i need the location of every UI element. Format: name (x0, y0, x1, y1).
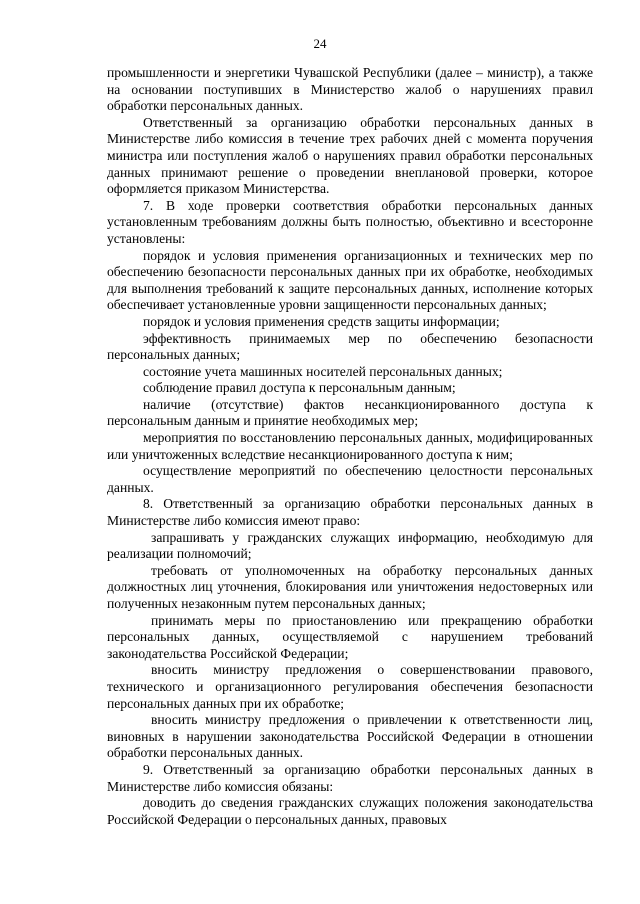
paragraph-17: вносить министру предложения о привлечении к ответственности лиц, виновных в нарушении законодательства Российской Федерации в отношении обработки персональных данных. (107, 712, 593, 761)
paragraph-2: Ответственный за организацию обработки персональных данных в Министерстве либо комиссия в течение трех рабочих дней с момента поручения министра или поступления жалоб о нарушениях правил обработки персональных данных принимают решение о проведении внеплановой проверки, которое оформляется приказом Министерства. (107, 114, 593, 197)
paragraph-9: наличие (отсутствие) фактов несанкционированного доступа к персональным данным и принятие необходимых мер; (107, 396, 593, 429)
paragraph-10: мероприятия по восстановлению персональных данных, модифицированных или уничтоженных вследствие несанкционированного доступа к ним; (107, 430, 593, 462)
paragraph-4: порядок и условия применения организационных и технических мер по обеспечению безопасности персональных данных при их обработке, необходимых для выполнения требований к защите персональных данных, исполнение которых обеспечивает установленные уровни защищенности персональных данных; (107, 247, 593, 313)
body-text (107, 65, 593, 828)
paragraph-8: соблюдение правил доступа к персональным данным; (143, 380, 456, 396)
paragraph-18: 9. Ответственный за организацию обработки персональных данных в Министерстве либо комиссия обязаны: (107, 761, 593, 794)
paragraph-7: состояние учета машинных носителей персональных данных; (143, 363, 503, 379)
paragraph-12: 8. Ответственный за организацию обработки персональных данных в Министерстве либо комиссия имеют право: (107, 496, 593, 529)
paragraph-15: принимать меры по приостановлению или прекращению обработки персональных данных, осуществляемой с нарушением требований законодательства Российской Федерации; (107, 612, 593, 661)
paragraph-1: промышленности и энергетики Чувашской Республики (далее – министр), а также на основании поступивших в Министерство жалоб о нарушениях правил обработки персональных данных. (107, 65, 593, 114)
paragraph-3: 7. В ходе проверки соответствия обработки персональных данных установленным требованиям должны быть полностью, объективно и всесторонне установлены: (107, 197, 593, 246)
page-number: 24 (313, 36, 327, 51)
paragraph-6: эффективность принимаемых мер по обеспечению безопасности персональных данных; (107, 330, 593, 363)
paragraph-16: вносить министру предложения о совершенствовании правового, технического и организационного регулирования обеспечения безопасности персональных данных при их обработке; (107, 662, 593, 711)
paragraph-14: требовать от уполномоченных на обработку персональных данных должностных лиц уточнения, блокирования или уничтожения недостоверных или полученных незаконным путем персональных данных; (107, 562, 593, 611)
paragraph-19: доводить до сведения гражданских служащих положения законодательства Российской Федерации о персональных данных, правовых (107, 795, 593, 827)
paragraph-5: порядок и условия применения средств защиты информации; (143, 313, 500, 329)
paragraph-13: запрашивать у гражданских служащих информацию, необходимую для реализации полномочий; (107, 529, 593, 562)
paragraph-11: осуществление мероприятий по обеспечению целостности персональных данных. (107, 463, 593, 495)
